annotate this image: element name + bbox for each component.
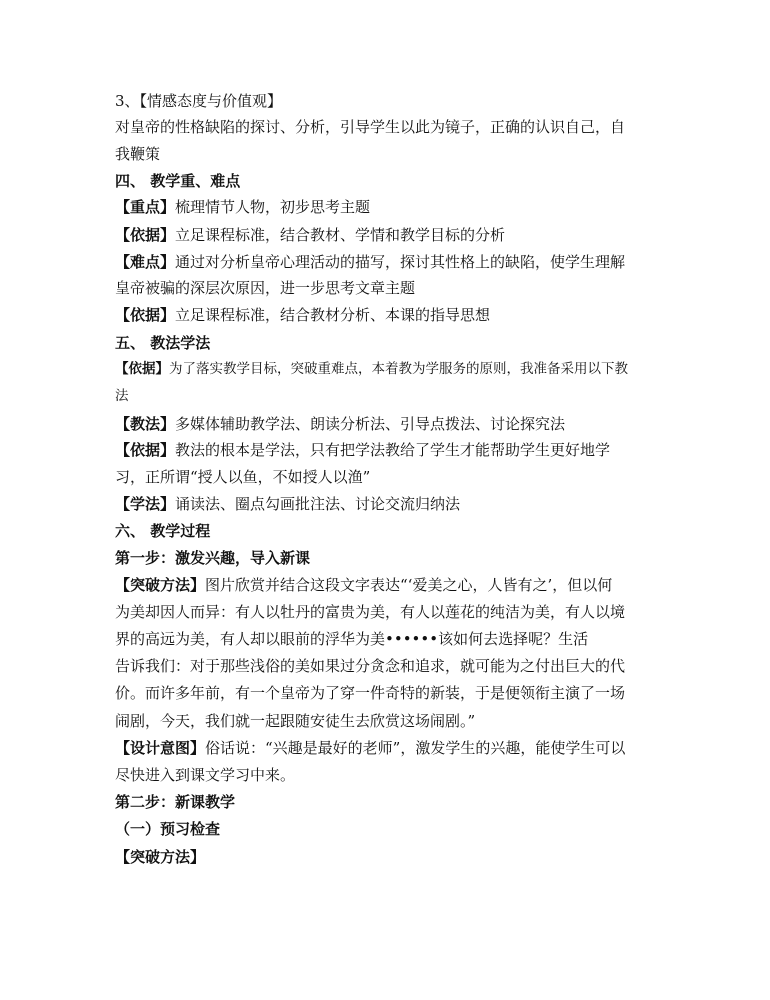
text-line: 五、 教法学法 [115, 334, 211, 352]
text-line: 习，正所谓“授人以鱼，不如授人以渔” [115, 468, 371, 486]
text-line: （一）预习检查 [115, 820, 221, 838]
text-line: 【依据】立足课程标准，结合教材分析、本课的指导思想 [115, 306, 491, 324]
text-line: 【突破方法】图片欣赏并结合这段文字表达“‘爱美之心，人皆有之’，但以何 [115, 576, 613, 594]
text-line: 第二步：新课教学 [115, 793, 236, 811]
text-line: 尽快进入到课文学习中来。 [115, 766, 296, 784]
text-line: 第一步：激发兴趣，导入新课 [115, 549, 311, 567]
text-line: 为美却因人而异：有人以牡丹的富贵为美，有人以莲花的纯洁为美，有人以境 [115, 603, 626, 621]
text-line: 闹剧，今天，我们就一起跟随安徒生去欣赏这场闹剧。” [115, 712, 476, 730]
text-line: 【教法】多媒体辅助教学法、朗读分析法、引导点拨法、讨论探究法 [115, 415, 566, 433]
text-line: 告诉我们：对于那些浅俗的美如果过分贪念和追求，就可能为之付出巨大的代 [115, 657, 626, 675]
text-line: 【突破方法】 [115, 848, 206, 866]
text-line: 【学法】诵读法、圈点勾画批注法、讨论交流归纳法 [115, 495, 461, 513]
text-line: 【依据】为了落实教学目标，突破重难点，本着教为学服务的原则，我准备采用以下教 [115, 361, 628, 377]
text-line: 六、 教学过程 [115, 522, 211, 540]
text-line: 我鞭策 [115, 145, 161, 163]
text-line: 对皇帝的性格缺陷的探讨、分析，引导学生以此为镜子，正确的认识自己，自 [115, 118, 626, 136]
text-line: 【设计意图】俗话说：“兴趣是最好的老师”，激发学生的兴趣，能使学生可以 [115, 739, 626, 757]
text-line: 【难点】通过对分析皇帝心理活动的描写，探讨其性格上的缺陷，使学生理解 [115, 253, 626, 271]
text-line: 【依据】立足课程标准，结合教材、学情和教学目标的分析 [115, 226, 506, 244]
text-line: 价。而许多年前，有一个皇帝为了穿一件奇特的新装，于是便领衔主演了一场 [115, 684, 626, 702]
text-line: 【重点】梳理情节人物，初步思考主题 [115, 198, 371, 216]
text-line: 四、 教学重、难点 [115, 172, 241, 190]
text-line: 皇帝被骗的深层次原因，进一步思考文章主题 [115, 279, 416, 297]
text-line: 界的高远为美，有人却以眼前的浮华为美••••••该如何去选择呢？生活 [115, 630, 589, 648]
text-line: 法 [115, 388, 129, 404]
text-line: 【依据】教法的根本是学法，只有把学法教给了学生才能帮助学生更好地学 [115, 441, 611, 459]
text-line: 3、【情感态度与价值观】 [115, 92, 283, 110]
